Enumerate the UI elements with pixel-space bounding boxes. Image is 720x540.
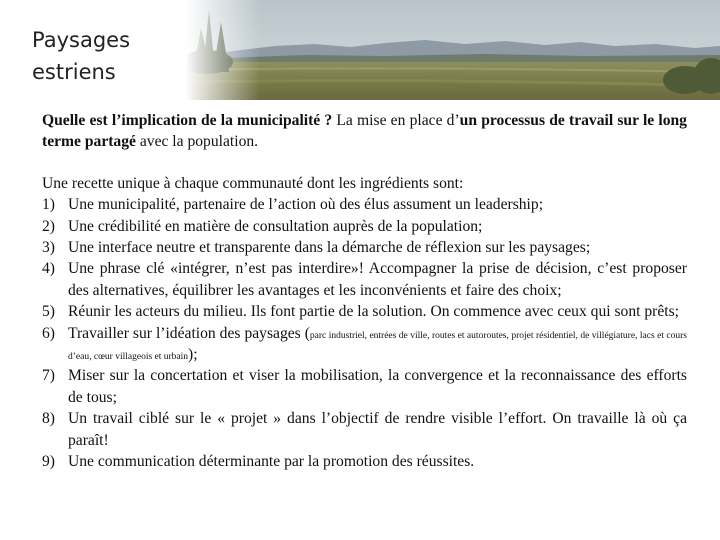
item-text: Une phrase clé «intégrer, n’est pas interdire»! Accompagner la prise de décision, c’est proposer des alternatives, équilibrer les avantages et les inconvénients et faire des choix; (68, 260, 687, 299)
list-item (42, 365, 687, 408)
item-number: 9) (42, 453, 55, 471)
intro-paragraph (42, 110, 687, 153)
landscape-photo (185, 0, 720, 100)
item-number: 7) (42, 367, 55, 385)
ingredients-lead: Une recette unique à chaque communauté dont les ingrédients sont: (42, 174, 464, 192)
item-number: 2) (42, 217, 55, 235)
item-text: Un travail ciblé sur le « projet » dans l’objectif de rendre visible l’effort. On travaille là où ça paraît! (68, 410, 687, 449)
list-item (42, 323, 687, 366)
item-text: Une municipalité, partenaire de l’action où des élus assument un leadership; (68, 196, 544, 214)
intro-text-2: avec la population. (135, 133, 259, 151)
item-tail: ); (188, 346, 198, 364)
item-text: Une communication déterminante par la promotion des réussites. (68, 453, 475, 471)
intro-question: Quelle est l’implication de la municipalité ? (42, 112, 333, 129)
intro-emphasis: un processus de travail sur le long terme partagé (42, 112, 687, 151)
list-item (42, 451, 687, 472)
slide-title (32, 24, 182, 88)
list-item (42, 194, 687, 215)
item-text: Une crédibilité en matière de consultation auprès de la population; (68, 217, 483, 235)
intro-text-1: La mise en place d’ (332, 112, 460, 129)
item-number: 1) (42, 196, 55, 214)
list-item (42, 258, 687, 301)
item-number: 4) (42, 260, 55, 278)
item-number: 8) (42, 410, 55, 428)
item-number: 5) (42, 303, 55, 321)
item-text: Miser sur la concertation et viser la mobilisation, la convergence et la reconnaissance des efforts de tous; (68, 367, 687, 406)
title-line-1: Paysages (32, 28, 131, 52)
item-text: Une interface neutre et transparente dans la démarche de réflexion sur les paysages; (68, 239, 591, 257)
list-item (42, 301, 687, 322)
list-item (42, 408, 687, 451)
item-text: Réunir les acteurs du milieu. Ils font partie de la solution. On commence avec ceux qui sont prêts; (68, 303, 680, 321)
item-small-text: parc industriel, entrées de ville, routes et autoroutes, projet résidentiel, de villégiature, lacs et cours d’eau, cœur villageois et urbain (68, 330, 687, 363)
slide-body (42, 110, 687, 473)
item-text: Travailler sur l’idéation des paysages ( (68, 324, 310, 342)
list-item (42, 216, 687, 237)
ingredients-list (42, 194, 687, 472)
slide-header (0, 0, 720, 100)
title-line-2: estriens (32, 60, 116, 84)
item-number: 3) (42, 239, 55, 257)
item-number: 6) (42, 324, 55, 342)
list-item (42, 237, 687, 258)
